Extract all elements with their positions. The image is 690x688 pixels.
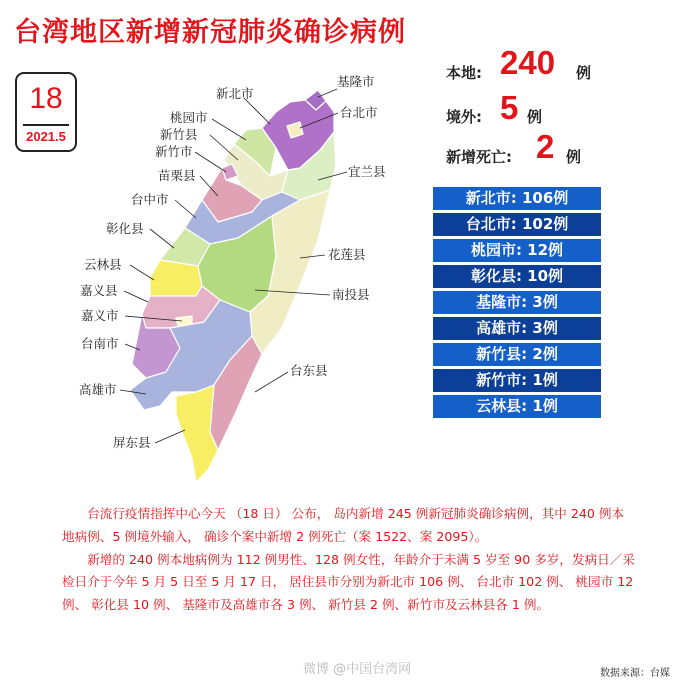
new-deaths-label: 新增死亡: <box>446 148 512 166</box>
imported-cases-unit: 例 <box>527 108 543 126</box>
table-row: 高雄市: 3例 <box>433 317 601 340</box>
new-deaths-value: 2 <box>536 128 555 165</box>
label-new-taipei: 新北市 <box>216 86 254 101</box>
city-case-table <box>433 187 601 421</box>
label-changhua: 彰化县 <box>106 221 144 236</box>
table-row: 新竹市: 1例 <box>433 369 601 392</box>
table-row: 彰化县: 10例 <box>433 265 601 288</box>
label-miaoli: 苗栗县 <box>158 168 196 183</box>
table-row: 新竹县: 2例 <box>433 343 601 366</box>
table-row: 桃园市: 12例 <box>433 239 601 262</box>
date-month: 2021.5 <box>26 129 66 144</box>
imported-cases-value: 5 <box>500 89 519 126</box>
table-row: 新北市: 106例 <box>433 187 601 210</box>
local-cases-unit: 例 <box>576 64 592 82</box>
label-hsinchu-county: 新竹县 <box>160 127 198 142</box>
label-chiayi-city: 嘉义市 <box>81 308 119 323</box>
label-hualien: 花莲县 <box>328 247 366 262</box>
label-taitung: 台东县 <box>290 363 328 378</box>
label-nantou: 南投县 <box>332 287 370 302</box>
page-title: 台湾地区新增新冠肺炎确诊病例 <box>14 17 406 48</box>
description-paragraph-1: 台流行疫情指挥中心今天 （18 日） 公布， 岛内新增 245 例新冠肺炎确诊病例，其中 240 例本地病例、5 例境外输入， 确诊个案中新增 2 例死亡（案 1522、案 2095）。 <box>62 506 625 544</box>
label-taipei: 台北市 <box>340 105 378 120</box>
label-kaohsiung: 高雄市 <box>79 382 117 397</box>
label-chiayi-county: 嘉义县 <box>80 283 118 298</box>
table-row: 云林县: 1例 <box>433 395 601 418</box>
date-day: 18 <box>29 82 63 115</box>
data-source: 数据来源：台媒 <box>600 668 670 679</box>
label-yilan: 宜兰县 <box>348 164 386 179</box>
label-hsinchu-city: 新竹市 <box>155 144 193 159</box>
label-taoyuan: 桃园市 <box>170 110 208 125</box>
label-taichung: 台中市 <box>131 192 169 207</box>
label-tainan: 台南市 <box>81 336 119 351</box>
new-deaths-unit: 例 <box>566 148 582 166</box>
label-pingtung: 屏东县 <box>113 435 151 450</box>
description-paragraph-2: 新增的 240 例本地病例为 112 例男性、128 例女性，年龄介于未满 5 岁至 90 多岁，发病日／采检日介于今年 5 月 5 日至 5 月 17 日， 居住县市分别为新北市 106 例、 台北市 102 例、 桃园市 12 例、 彰化县 10 例、 基隆市及高雄市各 3 例、 新竹县 2 例、新竹市及云林县各 1 例。 <box>62 551 635 613</box>
local-cases-value: 240 <box>500 44 556 81</box>
table-row: 台北市: 102例 <box>433 213 601 236</box>
imported-cases-label: 境外: <box>446 108 482 126</box>
region-yunlin <box>150 260 202 296</box>
table-row: 基隆市: 3例 <box>433 291 601 314</box>
watermark: 微博 @中国台湾网 <box>303 662 412 677</box>
label-keelung: 基隆市 <box>337 74 375 89</box>
description <box>62 503 636 617</box>
label-yunlin: 云林县 <box>84 257 122 272</box>
local-cases-label: 本地: <box>446 64 482 82</box>
